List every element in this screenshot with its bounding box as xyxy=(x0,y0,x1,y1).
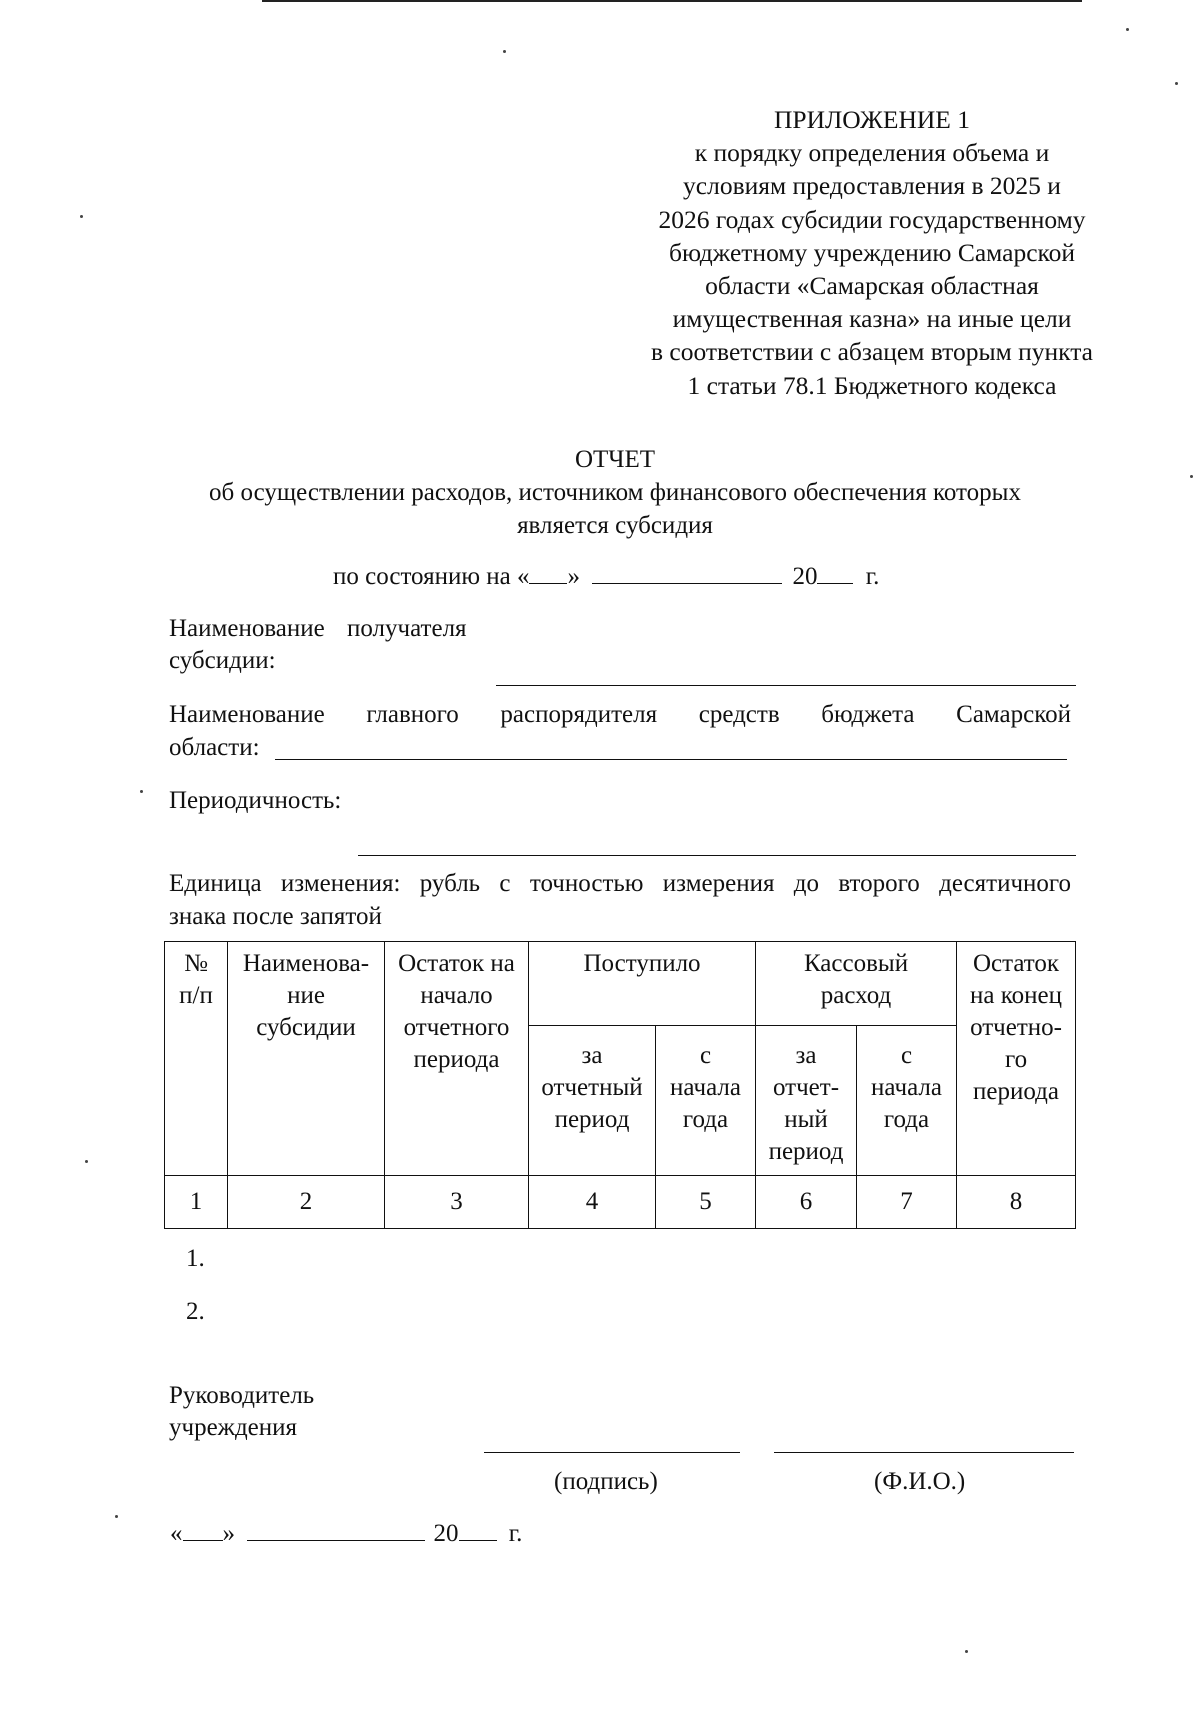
gr-word: распорядителя xyxy=(500,701,658,728)
unit-word: десятичного xyxy=(939,870,1072,897)
header-text: ный xyxy=(784,1106,828,1133)
header-text: субсидии xyxy=(256,1014,356,1041)
scan-speck xyxy=(965,1650,968,1653)
state-day-blank[interactable] xyxy=(529,561,567,584)
periodicity-input-line[interactable] xyxy=(358,855,1076,856)
appendix-line: 2026 годах субсидии государственному xyxy=(658,204,1086,234)
sign-date-line xyxy=(170,1518,522,1550)
header-text: ние xyxy=(287,982,325,1009)
date-year: 20 xyxy=(433,1520,459,1547)
state-year-blank[interactable] xyxy=(817,561,853,584)
header-text: период xyxy=(768,1138,844,1165)
fio-line[interactable] xyxy=(774,1452,1074,1453)
signature-caption: (подпись) xyxy=(554,1468,658,1495)
appendix-line: 1 статьи 78.1 Бюджетного кодекса xyxy=(687,370,1057,400)
header-text: за xyxy=(795,1042,817,1069)
header-start-balance xyxy=(385,942,529,1176)
header-text: с xyxy=(699,1042,712,1069)
header-text: периода xyxy=(413,1046,500,1073)
header-text: отчетно- xyxy=(970,1014,1062,1041)
report-heading xyxy=(150,443,1080,542)
header-received xyxy=(529,942,756,1026)
header-text: за xyxy=(581,1042,603,1069)
state-close: » xyxy=(567,563,580,590)
recipient-label-line2: субсидии: xyxy=(169,647,276,674)
unit-word: второго xyxy=(838,870,920,897)
recipient-word: Наименование xyxy=(169,615,325,642)
date-close: » xyxy=(222,1520,235,1547)
header-num xyxy=(165,942,228,1176)
recipient-word: получателя xyxy=(347,615,467,642)
scan-speck xyxy=(115,1515,118,1518)
header-text: период xyxy=(554,1106,630,1133)
scan-speck xyxy=(503,50,506,53)
date-suffix: г. xyxy=(508,1520,523,1547)
head-label: Руководитель xyxy=(169,1382,315,1409)
head-label-line2: учреждения xyxy=(169,1414,298,1441)
header-name xyxy=(228,942,385,1176)
gr-word: главного xyxy=(366,701,459,728)
scan-speck xyxy=(140,790,143,793)
gr-word: бюджета xyxy=(821,701,915,728)
header-text: го xyxy=(1004,1046,1028,1073)
date-day-blank[interactable] xyxy=(183,1518,223,1541)
header-expense-year xyxy=(857,1026,957,1176)
appendix-line: имущественная казна» на иные цели xyxy=(672,304,1072,334)
header-end-balance xyxy=(957,942,1076,1176)
appendix-line: бюджетному учреждению Самарской xyxy=(668,237,1076,267)
unit-label xyxy=(169,868,1071,900)
column-number: 3 xyxy=(385,1176,529,1229)
header-received-period xyxy=(529,1026,656,1176)
appendix-line: в соответствии с абзацем вторым пункта xyxy=(651,337,1093,367)
unit-word: с xyxy=(499,870,511,897)
gr-word: Наименование xyxy=(169,701,325,728)
header-text: начала xyxy=(670,1074,741,1101)
appendix-line: условиям предоставления в 2025 и xyxy=(683,171,1061,201)
header-received-year xyxy=(656,1026,756,1176)
column-number: 1 xyxy=(165,1176,228,1229)
date-open: « xyxy=(170,1520,183,1547)
unit-word: Единица изменения: xyxy=(169,870,401,897)
scan-speck xyxy=(1126,28,1129,31)
gr-word: средств xyxy=(698,701,780,728)
state-prefix: по состоянию на « xyxy=(333,563,530,590)
report-title: ОТЧЕТ xyxy=(574,446,656,473)
header-text: начала xyxy=(871,1074,942,1101)
header-text: с xyxy=(900,1042,913,1069)
date-year-blank[interactable] xyxy=(459,1518,497,1541)
fio-caption: (Ф.И.О.) xyxy=(874,1468,966,1495)
appendix-title: ПРИЛОЖЕНИЕ 1 xyxy=(773,105,971,134)
scan-speck xyxy=(85,1160,88,1163)
scan-speck xyxy=(80,215,83,218)
header-text: Остаток xyxy=(972,950,1060,977)
unit-label-line2: знака после запятой xyxy=(169,903,382,930)
header-expense xyxy=(756,942,957,1026)
column-number-row xyxy=(165,1176,1076,1229)
gr-word: Самарской xyxy=(956,701,1072,728)
column-number: 6 xyxy=(756,1176,857,1229)
report-table xyxy=(164,941,1076,1229)
report-subtitle: об осуществлении расходов, источником финансового обеспечения которых xyxy=(209,479,1021,506)
gr-label xyxy=(169,699,1071,731)
row-number: 2. xyxy=(186,1298,205,1325)
gr-input-line[interactable] xyxy=(275,759,1067,760)
header-text: отчет- xyxy=(773,1074,840,1101)
header-text: года xyxy=(883,1106,930,1133)
header-text: п/п xyxy=(179,982,213,1009)
appendix-line: к порядку определения объема и xyxy=(694,138,1050,168)
header-text: Поступило xyxy=(583,950,701,977)
header-text: Наименова- xyxy=(242,950,370,977)
header-text: отчетный xyxy=(541,1074,643,1101)
state-suffix: г. xyxy=(865,563,880,590)
header-text: Остаток на xyxy=(398,950,515,977)
date-month-blank[interactable] xyxy=(247,1518,425,1541)
top-rule xyxy=(262,0,1082,2)
row-number: 1. xyxy=(186,1245,205,1272)
signature-line[interactable] xyxy=(484,1452,740,1453)
appendix-block xyxy=(622,103,1122,402)
report-subtitle: является субсидия xyxy=(517,512,713,539)
header-text: отчетного xyxy=(403,1014,510,1041)
periodicity-label: Периодичность: xyxy=(169,787,342,814)
gr-label-line2: области: xyxy=(169,734,260,761)
scan-speck xyxy=(1175,82,1178,85)
header-text: Кассовый xyxy=(803,950,909,977)
column-number: 2 xyxy=(228,1176,385,1229)
column-number: 8 xyxy=(957,1176,1076,1229)
state-year: 20 xyxy=(792,563,818,590)
header-text: начало xyxy=(420,982,493,1009)
appendix-line: области «Самарская областная xyxy=(705,271,1039,301)
state-month-blank[interactable] xyxy=(592,561,782,584)
column-number: 5 xyxy=(656,1176,756,1229)
header-text: на конец xyxy=(970,982,1062,1009)
header-text: № xyxy=(184,950,208,977)
recipient-label xyxy=(169,613,467,645)
header-text: расход xyxy=(820,982,892,1009)
header-expense-period xyxy=(756,1026,857,1176)
unit-word: измерения xyxy=(662,870,775,897)
unit-word: до xyxy=(793,870,820,897)
unit-word: точностью xyxy=(529,870,644,897)
unit-word: рубль xyxy=(419,870,481,897)
scan-speck xyxy=(1190,475,1193,478)
header-text: периода xyxy=(973,1078,1059,1105)
header-text: года xyxy=(682,1106,729,1133)
column-number: 4 xyxy=(529,1176,656,1229)
recipient-input-line[interactable] xyxy=(496,685,1076,686)
column-number: 7 xyxy=(857,1176,957,1229)
state-date-line xyxy=(333,561,933,593)
